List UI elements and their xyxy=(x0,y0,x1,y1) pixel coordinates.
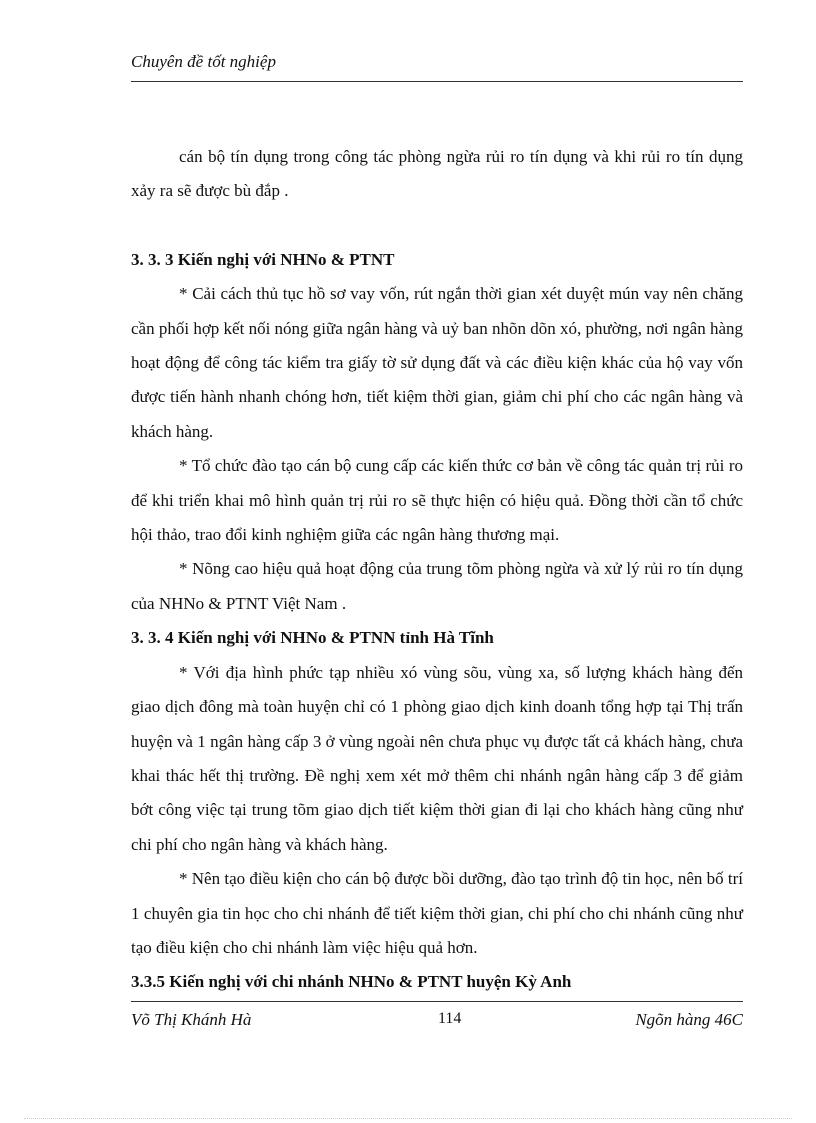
footer xyxy=(131,1010,743,1034)
paragraph: * Với địa hình phức tạp nhiều xó vùng sõu, vùng xa, số lượng khách hàng đến giao dịch đông mà toàn huyện chỉ có 1 phòng giao dịch kinh doanh tổng hợp tại Thị trấn huyện và 1 ngân hàng cấp 3 ở vùng ngoài nên chưa phục vụ được tất cả khách hàng, chưa khai thác hết thị trường. Đề nghị xem xét mở thêm chi nhánh ngân hàng cấp 3 để giảm bớt công việc tại trung tõm giao dịch tiết kiệm thời gian đi lại cho khách hàng cũng như chi phí cho ngân hàng và khách hàng. xyxy=(131,662,743,854)
paragraph: cán bộ tín dụng trong công tác phòng ngừa rủi ro tín dụng và khi rủi ro tín dụng xảy ra sẽ được bù đắp . xyxy=(131,147,743,201)
footer-author: Võ Thị Khánh Hà xyxy=(131,1010,252,1029)
paragraph: * Nên tạo điều kiện cho cán bộ được bồi dưỡng, đào tạo trình độ tin học, nên bố trí 1 chuyên gia tin học cho chi nhánh để tiết kiệm thời gian, chi phí cho chi nhánh cũng như tạo điều kiện cho chi nhánh làm việc hiệu quả hơn. xyxy=(131,869,743,957)
spacer xyxy=(131,209,743,243)
section-heading: 3. 3. 4 Kiến nghị với NHNo & PTNN tỉnh Hà Tĩnh xyxy=(131,628,494,648)
paragraph: * Cải cách thủ tục hồ sơ vay vốn, rút ngắn thời gian xét duyệt mún vay nên chăng cần phối hợp kết nối nóng giữa ngân hàng và uỷ ban nhõn dõn xó, phường, nơi ngân hàng hoạt động để công tác kiểm tra giấy tờ sử dụng đất và các điều kiện khác của hộ vay vốn được tiến hành nhanh chóng hơn, tiết kiệm thời gian, giảm chi phí cho các ngân hàng và khách hàng. xyxy=(131,284,743,441)
document-body xyxy=(131,140,743,1000)
section-heading: 3. 3. 3 Kiến nghị với NHNo & PTNT xyxy=(131,249,395,269)
header-rule xyxy=(131,81,743,82)
footer-rule xyxy=(131,1001,743,1002)
paragraph: * Nõng cao hiệu quả hoạt động của trung tõm phòng ngừa và xử lý rủi ro tín dụng của NHNo & PTNT Việt Nam . xyxy=(131,559,743,613)
paragraph: * Tổ chức đào tạo cán bộ cung cấp các kiến thức cơ bản về công tác quản trị rủi ro để khi triển khai mô hình quản trị rủi ro sẽ thực hiện có hiệu quả. Đồng thời cần tổ chức hội thảo, trao đổi kinh nghiệm giữa các ngân hàng thương mại. xyxy=(131,456,743,545)
footer-class: Ngõn hàng 46C xyxy=(635,1010,743,1029)
page-edge-divider xyxy=(24,1118,792,1119)
section-heading: 3.3.5 Kiến nghị với chi nhánh NHNo & PTNT huyện Kỳ Anh xyxy=(131,972,572,992)
page-number: 114 xyxy=(438,1010,462,1027)
header-title: Chuyên đề tốt nghiệp xyxy=(131,52,276,71)
